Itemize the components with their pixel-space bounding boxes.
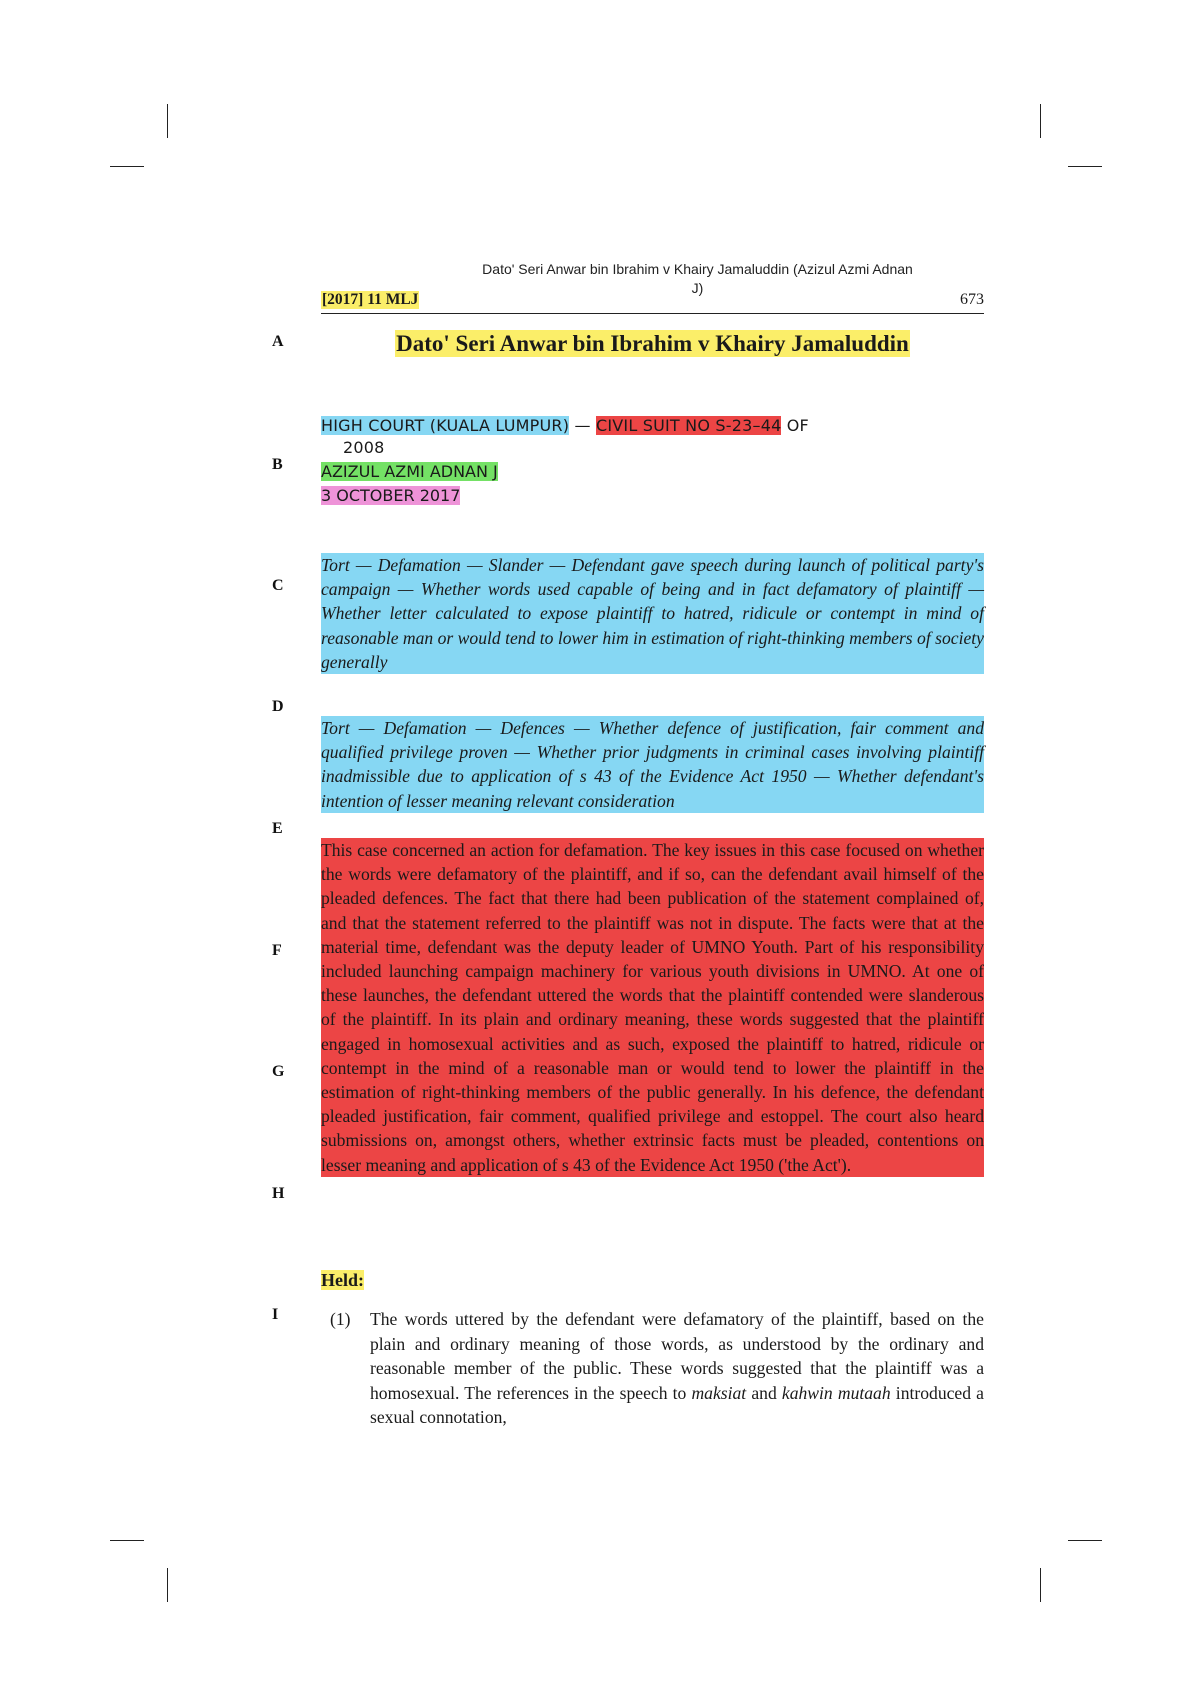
crop-mark: [110, 166, 144, 167]
case-title-text: Dato' Seri Anwar bin Ibrahim v Khairy Jamaluddin: [396, 331, 909, 356]
margin-letter: G: [272, 1063, 285, 1080]
court-name: HIGH COURT (KUALA LUMPUR): [321, 416, 570, 435]
margin-letter: D: [272, 698, 284, 715]
crop-mark: [1068, 166, 1102, 167]
suit-year: 2008: [343, 438, 385, 457]
header-rule: [321, 313, 984, 314]
crop-mark: [1040, 104, 1041, 138]
holding-text-part: introduced a sexual connotation,: [370, 1382, 984, 1428]
holding-text: [370, 1307, 984, 1430]
catchwords-1: Tort — Defamation — Slander — Defendant gave speech during launch of political party's campaign — Whether words used capable of being and in fact defamatory of plaintiff — Whether letter calculated to expose plaintiff to hatred, ridicule or contempt in mind of reasonable man or would tend to lower him in estimation of right-thinking members of society generally: [321, 553, 984, 674]
holding-text-part: and: [746, 1382, 782, 1403]
margin-letter: H: [272, 1185, 285, 1202]
court-line: [321, 415, 984, 459]
crop-mark: [1040, 1568, 1041, 1602]
suit-suffix: OF: [781, 416, 809, 435]
margin-letter: C: [272, 577, 284, 594]
margin-letter: F: [272, 942, 282, 959]
margin-letter: E: [272, 820, 283, 837]
case-summary: This case concerned an action for defamation. The key issues in this case focused on whether the words were defamatory of the plaintiff, and if so, can the defendant avail himself of the pleaded defences. The fact that there had been publication of the statement complained of, and that the statement referred to the plaintiff was not in dispute. The facts were that at the material time, defendant was the deputy leader of UMNO Youth. Part of his responsibility included launching campaign machinery for various youth divisions in UMNO. At one of these launches, the defendant uttered the words that the plaintiff contended were slanderous of the plaintiff. In its plain and ordinary meaning, these words suggested that the plaintiff engaged in homosexual activities and as such, exposed the plaintiff to hatred, ridicule or contempt in the mind of a reasonable man or would tend to lower the plaintiff in the estimation of right-thinking members of the public generally. In his defence, the defendant pleaded justification, fair comment, qualified privilege and estoppel. The court also heard submissions on, amongst others, whether extrinsic facts must be pleaded, contentions on lesser meaning and application of s 43 of the Evidence Act 1950 ('the Act').: [321, 838, 984, 1177]
running-header: [321, 260, 984, 312]
page-number: 673: [960, 291, 984, 308]
judge-date-block: [321, 460, 984, 508]
case-title: [321, 331, 984, 357]
term-kahwin-mutaah: kahwin mutaah: [781, 1382, 891, 1403]
holding-text-part: The words uttered by the defendant were defamatory of the plaintiff, based on the plain and ordinary meaning of those words, as understood by the ordinary and reasonable member of the public. These words suggested that the plaintiff was a homosexual. The references in the speech to: [370, 1309, 984, 1403]
suit-number: CIVIL SUIT NO S-23–44: [595, 416, 782, 435]
running-title: Dato' Seri Anwar bin Ibrahim v Khairy Jamaluddin (Azizul Azmi Adnan J): [482, 261, 913, 296]
holding-item: [330, 1307, 984, 1430]
decision-date: 3 OCTOBER 2017: [321, 486, 461, 505]
crop-mark: [110, 1540, 144, 1541]
citation: [2017] 11 MLJ: [322, 291, 419, 308]
court-dash: —: [569, 416, 596, 435]
margin-letter: B: [272, 456, 283, 473]
judge-name: AZIZUL AZMI ADNAN J: [321, 462, 498, 481]
margin-letter: A: [272, 333, 284, 350]
crop-mark: [1068, 1540, 1102, 1541]
catchwords-2: Tort — Defamation — Defences — Whether defence of justification, fair comment and qualified privilege proven — Whether prior judgments in criminal cases involving plaintiff inadmissible due to application of s 43 of the Evidence Act 1950 — Whether defendant's intention of lesser meaning relevant consideration: [321, 716, 984, 813]
holding-number: (1): [330, 1309, 351, 1329]
crop-mark: [167, 104, 168, 138]
term-maksiat: maksiat: [691, 1382, 747, 1403]
crop-mark: [167, 1568, 168, 1602]
held-heading: [321, 1270, 984, 1291]
margin-letter: I: [272, 1306, 279, 1323]
held-label: Held:: [321, 1270, 364, 1290]
